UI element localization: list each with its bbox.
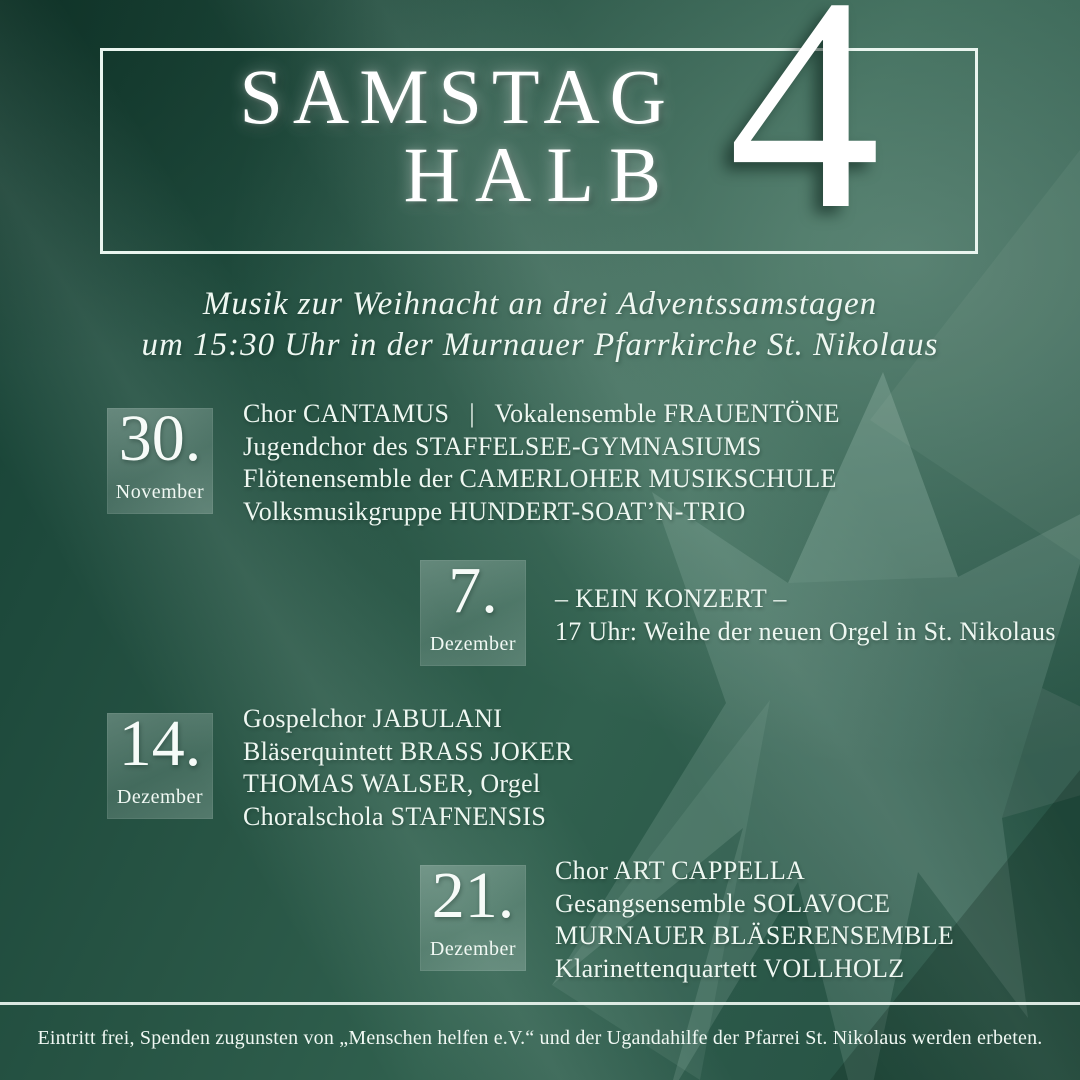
event-line: 17 Uhr: Weihe der neuen Orgel in St. Nikolaus: [555, 616, 1056, 646]
date-day: 14.: [118, 707, 202, 780]
event-line: Gesangsensemble SOLAVOCE: [555, 888, 891, 918]
date-box-14-dezember: [107, 707, 213, 819]
title-samstag: SAMSTAG: [239, 53, 676, 140]
title-halb: HALB: [403, 131, 676, 218]
event-lines-21-dezember: [555, 855, 954, 985]
footer-text: Eintritt frei, Spenden zugunsten von „Menschen helfen e.V.“ und der Ugandahilfe der Pfarrei St. Nikolaus werden erbeten.: [37, 1027, 1043, 1049]
event-line: Bläserquintett BRASS JOKER: [243, 736, 573, 766]
date-month: Dezember: [429, 633, 517, 655]
event-line: Klarinettenquartett VOLLHOLZ: [555, 953, 905, 983]
subtitle-line-2: um 15:30 Uhr in der Murnauer Pfarrkirche St. Nikolaus: [141, 327, 939, 363]
date-box-7-dezember: [420, 554, 526, 666]
event-line: – KEIN KONZERT –: [555, 584, 787, 613]
event-line: THOMAS WALSER, Orgel: [243, 769, 541, 798]
footer-divider: [0, 1002, 1080, 1005]
date-day: 30.: [118, 402, 202, 475]
subtitle-line-1: Musik zur Weihnacht an drei Adventssamstagen: [202, 286, 878, 322]
event-line: Gospelchor JABULANI: [243, 704, 503, 733]
date-month: November: [115, 481, 205, 503]
date-day: 7.: [448, 554, 498, 627]
event-line: Volksmusikgruppe HUNDERT-SOAT’N-TRIO: [243, 496, 746, 526]
date-month: Dezember: [116, 786, 204, 808]
date-box-21-dezember: [420, 859, 526, 971]
subtitle: [0, 284, 1080, 366]
date-day: 21.: [431, 859, 515, 932]
event-line: Flötenensemble der CAMERLOHER MUSIKSCHULE: [243, 464, 837, 493]
event-lines-7-dezember: [555, 583, 1056, 648]
date-box-30-november: [107, 402, 213, 514]
event-lines-30-november: [243, 398, 840, 528]
event-line: Choralschola STAFNENSIS: [243, 801, 547, 831]
title-number-4: 4: [728, 0, 881, 272]
event-line: MURNAUER BLÄSERENSEMBLE: [555, 921, 955, 950]
event-line: Chor CANTAMUS | Vokalensemble FRAUENTÖNE: [243, 399, 840, 428]
event-lines-14-dezember: [243, 703, 573, 833]
event-line: Chor ART CAPPELLA: [555, 856, 806, 885]
event-line: Jugendchor des STAFFELSEE-GYMNASIUMS: [243, 431, 762, 461]
date-month: Dezember: [429, 938, 517, 960]
